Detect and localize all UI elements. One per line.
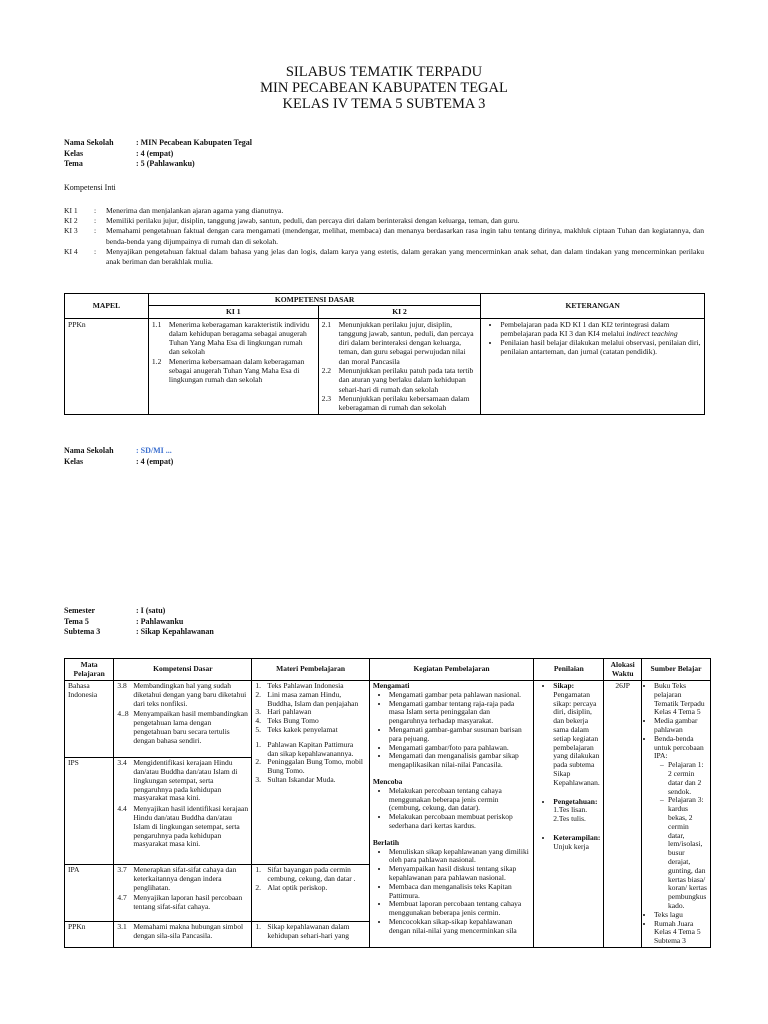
sumber-item: • Rumah Juara Kelas 4 Tema 5 Subtema 3 (654, 920, 707, 946)
sumber-text: Benda-benda untuk percobaan IPA: (653, 733, 704, 761)
header-kompetensi-dasar: Kompetensi Dasar (114, 659, 252, 681)
info-label: Nama Sekolah (64, 138, 114, 147)
materi-number: 5. (255, 724, 262, 734)
ki-text: Memiliki perilaku jujur, disiplin, tanggung jawab, santun, peduli, dan percaya diri dalam berinteraksi dengan keluarga, teman, dan guru. (106, 216, 520, 226)
kd-text: Menunjukkan perilaku kebersamaan dalam keberagaman di rumah dan sekolah (338, 393, 470, 413)
sumber-item: • Teks lagu (654, 911, 707, 920)
document-title (0, 64, 768, 112)
info-value: : I (satu) (136, 606, 166, 615)
materi-item (255, 884, 365, 893)
materi-item (255, 866, 365, 884)
penilaian-text: Pengamatan sikap: percaya diri, disiplin, dan bekerja sama dalam setiap kegiatan pembelajaran yang dilakukan pada subtema Sikap Kepahlawanan. (553, 689, 600, 787)
info-row (64, 606, 214, 617)
materi-text: Sikap kepahlawanan dalam kehidupan sehari-hari yang (267, 922, 350, 941)
school-info (64, 138, 252, 170)
materi-text: Sifat bayangan pada cermin cembung, cekung, dan datar . (267, 865, 356, 883)
header-materi: Materi Pembelajaran (252, 659, 369, 681)
ki2-cell (318, 318, 481, 414)
sumber-subitem: – Pelajaran 1: 2 cermin datar dan 2 sendok. (654, 761, 707, 796)
kegiatan-item: • Menuliskan sikap kepahlawanan yang dimiliki oleh para pahlawan nasional. (389, 848, 530, 866)
penilaian-pengetahuan (553, 798, 600, 824)
kd-number: 2.1 (321, 319, 332, 329)
kd-cell (114, 681, 252, 758)
penilaian-sikap (553, 682, 600, 788)
materi-item (255, 726, 365, 735)
sumber-item (654, 735, 707, 911)
kd-item (152, 320, 315, 357)
materi-item (255, 741, 365, 759)
ki-code: KI 1 (64, 206, 78, 215)
kd-text: Membandingkan hal yang sudah diketahui dengan yang baru diketahui dari teks nonfiksi. (133, 681, 247, 708)
info-row (64, 457, 173, 468)
kd-text: Menyajikan laporan hasil percobaan tentang sifat-sifat cahaya. (133, 893, 243, 912)
kd-text: Menerapkan sifat-sifat cahaya dan keterkaitannya dengan indera penglihatan. (133, 865, 237, 892)
info-row (64, 138, 252, 149)
kd-text: Menyajikan hasil identifikasi kerajaan Hindu dan/atau Buddha dan/atau Islam di lingkungan setempat, serta pengaruhnya pada kehidupan masyarakat masa kini. (133, 804, 249, 849)
kd-item (117, 923, 248, 941)
keterangan-text: Pembelajaran pada KD KI 1 dan KI2 terintegrasi dalam pembelajaran pada KI 3 dan KI4 melalui (500, 319, 670, 338)
materi-text: Teks kakek penyelamat (267, 724, 338, 734)
ki-code: KI 4 (64, 246, 78, 256)
info-label: Semester (64, 606, 96, 615)
ki-text: Memahami pengetahuan faktual dengan cara mengamati (mendengar, melihat, membaca) dan menanya berdasarkan rasa ingin tahu tentang dirinya, makhluk ciptaan Tuhan dan kegiatannya, dan benda-benda yang dijumpainya di rumah dan di sekolah. (106, 226, 704, 246)
materi-text: Hari pahlawan (267, 707, 312, 717)
kegiatan-item: • Melakukan percobaan membuat periskop sederhana dari kertas kardus. (389, 813, 530, 831)
kd-number: 3.1 (117, 922, 127, 932)
kd-number: 4.4 (117, 804, 127, 814)
materi-number: 1. (255, 681, 262, 690)
sumber-cell (641, 681, 710, 948)
materi-number: 2. (255, 757, 262, 767)
mapel-cell: IPS (65, 758, 114, 865)
info-value: : 4 (empat) (136, 148, 174, 158)
kd-number: 4..8 (117, 709, 129, 719)
header-mapel: MAPEL (65, 294, 149, 319)
materi-number: 2. (255, 689, 262, 699)
kegiatan-item: • Mencocokkan sikap-sikap kepahlawanan dengan nilai-nilai yang mencerminkan sila (389, 918, 530, 936)
penilaian-text: 2.Tes tulis. (553, 814, 586, 824)
kd-item (117, 682, 248, 708)
kd-item (322, 366, 478, 394)
kd-text: Menunjukkan perilaku patuh pada tata tertib dan aturan yang berlaku dalam kehidupan sehari-hari di rumah dan sekolah (338, 366, 474, 394)
ki-row: KI 2 : Memiliki perilaku jujur, disiplin, tanggung jawab, santun, peduli, dan percaya diri dalam berinteraksi dengan keluarga, teman, dan guru. (64, 216, 704, 226)
kegiatan-item: • Mengamati gambar-gambar susunan barisan para pejuang. (389, 726, 530, 744)
kegiatan-cell (369, 681, 533, 948)
table-row (65, 318, 705, 414)
mapel-cell: PPKn (65, 318, 149, 414)
kegiatan-item: • Membuat laporan percobaan tentang cahaya menggunakan beberapa jenis cermin. (389, 900, 530, 918)
semester-info (64, 606, 214, 638)
header-keterangan: KETERANGAN (481, 294, 705, 319)
kd-text: Menyampaikan hasil membandingkan pengetahuan lama dengan pengetahuan baru secara tertulis dengan bahasa sendiri. (133, 709, 248, 745)
kegiatan-heading: Mencoba (372, 776, 403, 786)
info-value: : 4 (empat) (136, 456, 174, 466)
keterangan-item: • Penilaian hasil belajar dilakukan melalui observasi, penilaian diri, penilaian antarteman, dan jurnal (catatan pendidik). (500, 338, 701, 357)
ki-row: KI 4 : Menyajikan pengetahuan faktual dalam bahasa yang jelas dan logis, dalam karya yang estetis, dalam gerakan yang mencerminkan anak sehat, dan dalam tindakan yang mencerminkan perilaku anak beriman dan berakhlak mulia. (64, 246, 704, 267)
kegiatan-heading: Mengamati (372, 681, 410, 690)
title-line-1: SILABUS TEMATIK TERPADU (285, 64, 483, 80)
keterangan-cell (481, 318, 705, 414)
materi-text: Pahlawan Kapitan Pattimura dan sikap kepahlawanannya. (267, 739, 354, 758)
penilaian-text: 1.Tes lisan. (553, 805, 588, 815)
kd-item (117, 710, 248, 745)
kd-number: 2.2 (321, 366, 332, 376)
info-value: : MIN Pecabean Kabupaten Tegal (136, 138, 253, 147)
ki-code: KI 2 (64, 216, 78, 226)
info-value: : Sikap Kepahlawanan (136, 627, 214, 636)
silabus-table (64, 658, 711, 948)
sumber-item: • Media gambar pahlawan (654, 717, 707, 735)
kegiatan-heading: Berlatih (372, 837, 400, 847)
info-row (64, 159, 252, 170)
kegiatan-item: • Menyampaikan hasil diskusi tentang sikap kepahlawanan para pahlawan nasional. (389, 865, 530, 883)
header-alokasi: Alokasi Waktu (604, 659, 642, 681)
info-value: : 5 (Pahlawanku) (136, 159, 195, 168)
materi-text: Teks Pahlawan Indonesia (267, 681, 344, 690)
kd-text: Menerima kebersamaan dalam keberagaman sebagai anugerah Tuhan Yang Maha Esa di lingkungan rumah dan sekolah (168, 356, 305, 385)
header-ki1: KI 1 (148, 306, 318, 318)
sumber-subitem: – Pelajaran 3: kardus bekas, 2 cermin datar, lem/isolasi, busur derajat, gunting, dan kertas biasa/ koran/ kertas pembungkus kado. (659, 795, 707, 910)
kd-item (322, 320, 478, 366)
info-label: Nama Sekolah (64, 446, 114, 455)
kd-item (322, 394, 478, 413)
title-line-3: KELAS IV TEMA 5 SUBTEMA 3 (282, 96, 486, 112)
info-value: : Pahlawanku (136, 616, 184, 626)
kd-text: Menunjukkan perilaku jujur, disiplin, tanggung jawab, santun, peduli, dan percaya diri dalam berinteraksi dengan keluarga, teman, dan guru sebagai perwujudan nilai dan moral Pancasila (338, 319, 474, 366)
title-line-2: MIN PECABEAN KABUPATEN TEGAL (260, 80, 508, 96)
materi-number: 2. (255, 882, 262, 892)
kd-number: 2.3 (321, 393, 332, 403)
mapel-cell: IPA (65, 865, 114, 922)
kd-text: Memahami makna hubungan simbol dengan sila-sila Pancasila. (133, 922, 244, 941)
penilaian-keterampilan (553, 834, 600, 852)
info-label: Tema (64, 159, 83, 168)
sumber-subtext: Pelajaran 3: kardus bekas, 2 cermin datar, lem/isolasi, busur derajat, gunting, dan kertas biasa/ koran/ kertas pembungkus kado. (667, 795, 707, 910)
school-info-2 (64, 446, 173, 467)
info-row (64, 149, 252, 160)
kd-cell (114, 865, 252, 922)
kegiatan-item: • Mengamati dan menganalisis gambar sikap mengaplikasikan nilai-nilai Pancasila. (389, 752, 530, 770)
kd-number: 3.4 (117, 758, 127, 768)
kd-number: 1.2 (151, 356, 162, 366)
keterangan-item (500, 320, 701, 339)
kd-number: 1.1 (151, 319, 162, 329)
kd-cell (114, 758, 252, 865)
ki-text: Menyajikan pengetahuan faktual dalam bahasa yang jelas dan logis, dalam karya yang estetis, dalam gerakan yang mencerminkan anak sehat, dan dalam tindakan yang mencerminkan perilaku anak beriman dan berakhlak mulia. (106, 246, 704, 267)
mapel-cell: PPKn (65, 922, 114, 947)
ki-row: KI 1 : Menerima dan menjalankan ajaran agama yang dianutnya. (64, 206, 704, 216)
kd-number: 4.7 (117, 893, 127, 903)
kd-text: Mengidentifikasi kerajaan Hindu dan/atau Buddha dan/atau Islam di lingkungan setempat, serta pengaruhnya pada kehidupan masyarakat masa kini. (133, 758, 238, 803)
materi-item (255, 691, 365, 709)
kegiatan-item: • Membaca dan menganalisis teks Kapitan Pattimura. (389, 883, 530, 901)
penilaian-cell (534, 681, 604, 948)
materi-number: 3. (255, 774, 262, 784)
kegiatan-item: • Melakukan percobaan tentang cahaya menggunakan beberapa jenis cermin (cembung, cekung, dan datar). (389, 787, 530, 813)
kd-item (117, 866, 248, 892)
kd-text: Menerima keberagaman karakteristik individu dalam kehidupan beragama sebagai anugerah Tuhan Yang Maha Esa di lingkungan rumah dan sekolah (168, 319, 310, 357)
materi-item (255, 758, 365, 776)
materi-number: 4. (255, 716, 262, 726)
info-row (64, 446, 173, 457)
info-value: : SD/MI ... (136, 446, 172, 455)
kd-number: 3.7 (117, 865, 127, 875)
penilaian-heading: Keterampilan: (553, 832, 601, 842)
materi-cell (252, 865, 369, 922)
info-label: Subtema 3 (64, 627, 101, 636)
materi-number: 3. (255, 707, 262, 717)
table-row (65, 681, 711, 758)
keterangan-italic: indirect teaching (626, 328, 678, 338)
header-ki2: KI 2 (318, 306, 481, 318)
penilaian-heading: Sikap: (553, 681, 575, 690)
sumber-item: • Buku Teks pelajaran Tematik Terpadu Kelas 4 Tema 5 (654, 682, 707, 717)
header-mata-pelajaran: Mata Pelajaran (65, 659, 114, 681)
info-label: Kelas (64, 148, 84, 158)
ki-code: KI 3 (64, 226, 78, 236)
info-label: Kelas (64, 456, 84, 466)
kd-item (117, 894, 248, 912)
header-sumber: Sumber Belajar (641, 659, 710, 681)
materi-cell (252, 922, 369, 947)
ki-row: KI 3 : Memahami pengetahuan faktual dengan cara mengamati (mendengar, melihat, membaca) dan menanya berdasarkan rasa ingin tahu tentang dirinya, makhluk ciptaan Tuhan dan kegiatannya, dan benda-benda yang dijumpainya di rumah dan di sekolah. (64, 226, 704, 246)
kompetensi-inti-list (64, 206, 704, 267)
kegiatan-item: • Mengamati gambar tentang raja-raja pada masa Islam serta peninggalan dan pengaruhnya terhadap masyarakat. (389, 700, 530, 726)
info-label: Tema 5 (64, 616, 89, 626)
materi-item (255, 923, 365, 941)
materi-text: Sultan Iskandar Muda. (267, 774, 336, 784)
kompetensi-inti-title: Kompetensi Inti (64, 183, 116, 192)
sumber-subtext: Pelajaran 1: 2 cermin datar dan 2 sendok. (667, 760, 704, 796)
materi-text: Alat optik periskop. (267, 882, 328, 892)
header-kompetensi-dasar: KOMPETENSI DASAR (148, 294, 480, 306)
materi-text: Lini masa zaman Hindu, Buddha, Islam dan penjajahan (267, 689, 359, 708)
kd-number: 3.8 (117, 681, 127, 690)
materi-item (255, 776, 365, 785)
ki1-cell (148, 318, 318, 414)
info-row (64, 627, 214, 638)
penilaian-text: Unjuk kerja (553, 841, 589, 851)
kd-item (117, 805, 248, 849)
kegiatan-item: • Mengamati gambar/foto para pahlawan. (389, 744, 530, 753)
materi-number: 1. (255, 922, 262, 932)
alokasi-cell: 26JP (604, 681, 642, 948)
penilaian-heading: Pengetahuan: (553, 796, 598, 806)
kd-item (152, 357, 315, 385)
kd-cell (114, 922, 252, 947)
ki-text: Menerima dan menjalankan ajaran agama yang dianutnya. (106, 206, 284, 215)
info-row (64, 617, 214, 628)
materi-number: 1. (255, 739, 262, 749)
mapel-cell: Bahasa Indonesia (65, 681, 114, 758)
materi-text: Teks Bung Tomo (267, 716, 319, 726)
materi-cell (252, 681, 369, 865)
materi-number: 1. (255, 865, 262, 875)
header-penilaian: Penilaian (534, 659, 604, 681)
kegiatan-item: • Mengamati gambar peta pahlawan nasional. (389, 691, 530, 700)
header-kegiatan: Kegiatan Pembelajaran (369, 659, 533, 681)
kd-item (117, 759, 248, 803)
materi-text: Peninggalan Bung Tomo, mobil Bung Tomo. (267, 757, 364, 776)
kompetensi-dasar-table (64, 293, 705, 415)
